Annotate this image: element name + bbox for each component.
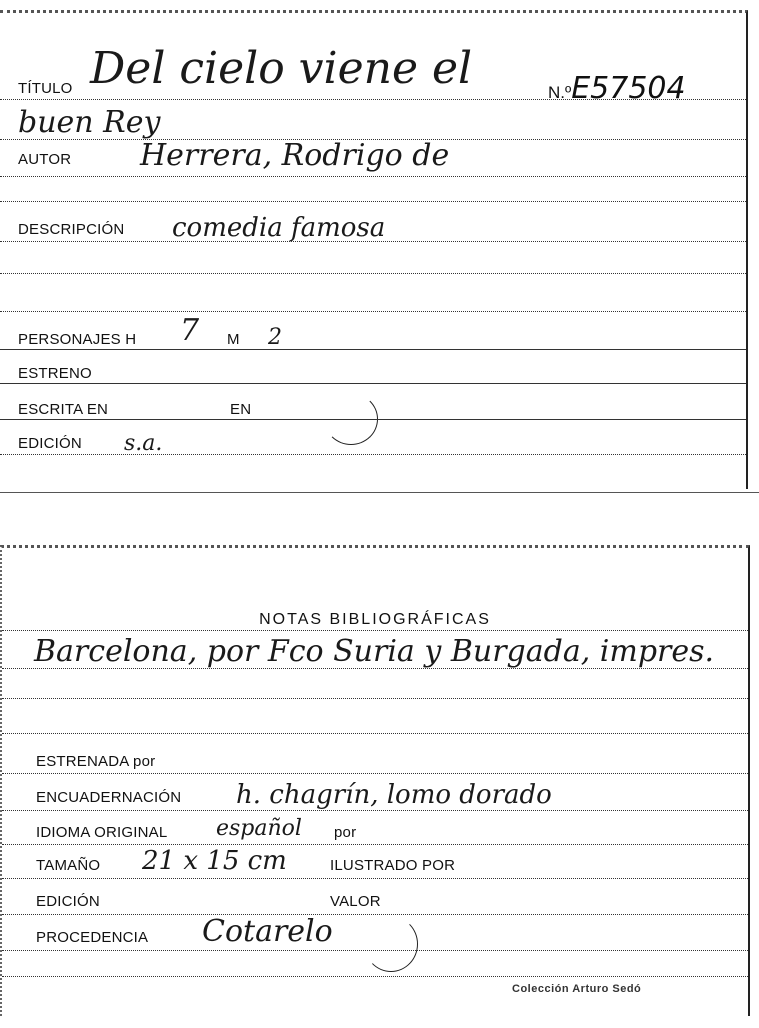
rule: [2, 773, 748, 774]
rule: [2, 668, 748, 669]
rule: [0, 201, 746, 202]
idioma-por-label: por: [334, 824, 357, 841]
rule: [2, 878, 748, 879]
titulo-value-line1: Del cielo viene el: [90, 43, 473, 94]
rule: [0, 311, 746, 312]
edicion-value: s.a.: [124, 431, 163, 456]
rule: [0, 99, 746, 100]
rule: [0, 349, 746, 350]
rule: [2, 630, 748, 631]
rule: [0, 241, 746, 242]
rule: [0, 454, 746, 455]
titulo-label: TÍTULO: [18, 80, 73, 97]
titulo-value-line2: buen Rey: [18, 105, 161, 140]
numero-field: [548, 71, 686, 106]
catalog-card-bottom: [0, 545, 750, 1016]
escrita-en-label: ESCRITA EN: [18, 401, 109, 418]
rule: [0, 176, 746, 177]
tamano-label: TAMAÑO: [36, 857, 101, 874]
collection-footer: Colección Arturo Sedó: [512, 983, 642, 995]
autor-value: Herrera, Rodrigo de: [140, 138, 450, 173]
edicion-label: EDICIÓN: [18, 435, 82, 452]
catalog-card-top: [0, 10, 748, 489]
numero-prefix: N.º: [548, 83, 572, 102]
rule: [2, 844, 748, 845]
estrenada-label: ESTRENADA por: [36, 753, 156, 770]
descripcion-label: DESCRIPCIÓN: [18, 221, 125, 238]
notas-value: Barcelona, por Fco Suria y Burgada, impres.: [34, 634, 715, 669]
stamp-circle: [364, 916, 418, 972]
idioma-label: IDIOMA ORIGINAL: [36, 824, 168, 841]
rule: [2, 950, 748, 951]
edicion-label-bottom: EDICIÓN: [36, 893, 100, 910]
ilustrado-label: ILUSTRADO POR: [330, 857, 456, 874]
rule: [0, 383, 746, 384]
procedencia-label: PROCEDENCIA: [36, 929, 149, 946]
encuadernacion-label: ENCUADERNACIÓN: [36, 789, 182, 806]
personajes-m-value: 2: [268, 325, 282, 350]
tamano-value: 21 x 15 cm: [142, 846, 287, 876]
descripcion-value: comedia famosa: [172, 213, 386, 243]
rule: [2, 976, 748, 977]
rule: [2, 698, 748, 699]
rule: [0, 419, 746, 420]
notas-heading: NOTAS BIBLIOGRÁFICAS: [259, 611, 491, 628]
rule: [0, 273, 746, 274]
idioma-value: español: [216, 816, 302, 841]
personajes-m-label: M: [227, 331, 240, 348]
estreno-label: ESTRENO: [18, 365, 92, 382]
encuadernacion-value: h. chagrín, lomo dorado: [236, 780, 552, 810]
numero-value: E57504: [571, 71, 686, 106]
valor-label: VALOR: [330, 893, 381, 910]
card-separator: [0, 492, 759, 493]
rule: [2, 914, 748, 915]
procedencia-value: Cotarelo: [202, 914, 333, 949]
en-label: EN: [230, 401, 252, 418]
autor-label: AUTOR: [18, 151, 72, 168]
rule: [2, 733, 748, 734]
personajes-label: PERSONAJES H: [18, 331, 137, 348]
rule: [2, 810, 748, 811]
personajes-h-value: 7: [180, 313, 200, 348]
